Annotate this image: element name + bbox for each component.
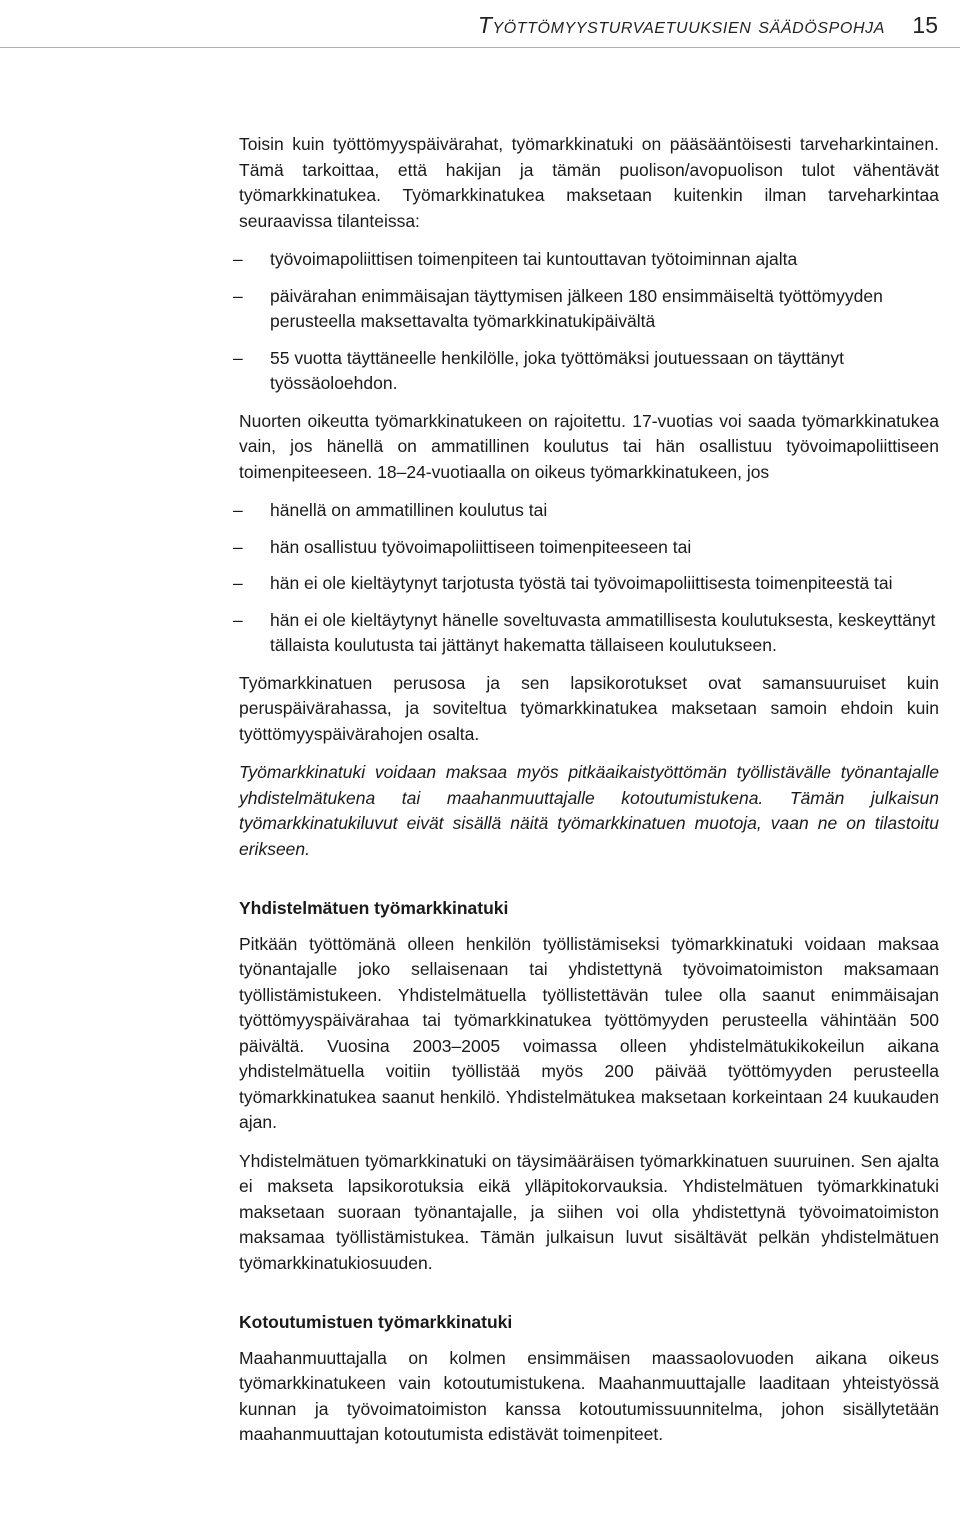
list-item: – 55 vuotta täyttäneelle henkilölle, joka työttömäksi joutuessaan on täyttänyt työssäoloehdon. bbox=[239, 346, 939, 397]
page-number: 15 bbox=[912, 12, 938, 38]
paragraph-note: Työmarkkinatuki voidaan maksaa myös pitkäaikaistyöttömän työllistävälle työnantajalle yhdistelmätukena tai maahanmuuttajalle kotoutumistukena. Tämän julkaisun työmarkkinatukiluvut eivät sisällä näitä työmarkkinatuen muotoja, vaan ne on tilastoitu erikseen. bbox=[239, 762, 939, 859]
running-title: Työttömyysturvaetuuksien säädöspohja bbox=[477, 12, 885, 38]
header-divider bbox=[0, 47, 960, 48]
list-item: – työvoimapoliittisen toimenpiteen tai kuntouttavan työtoiminnan ajalta bbox=[239, 247, 939, 273]
page-header bbox=[0, 0, 960, 50]
exception-list bbox=[239, 247, 939, 397]
section-heading-integration-support: Kotoutumistuen työmarkkinatuki bbox=[239, 1312, 513, 1332]
paragraph-intro: Toisin kuin työttömyyspäivärahat, työmarkkinatuki on pääsääntöisesti tarveharkintainen. Tämä tarkoittaa, että hakijan ja tämän puolison/avopuolison tulot vähentävät työmarkkinatukea. Työmarkkinatukea maksetaan kuitenkin ilman tarveharkintaa seuraavissa tilanteissa: bbox=[239, 134, 939, 231]
list-item: – hän osallistuu työvoimapoliittiseen toimenpiteeseen tai bbox=[239, 535, 939, 561]
section-heading-combined-support: Yhdistelmätuen työmarkkinatuki bbox=[239, 898, 509, 918]
youth-conditions-list bbox=[239, 498, 939, 659]
paragraph-basic-amount: Työmarkkinatuen perusosa ja sen lapsikorotukset ovat samansuuruiset kuin peruspäivärahassa, ja soviteltua työmarkkinatukea maksetaan samoin ehdoin kuin työttömyyspäivärahojen osalta. bbox=[239, 672, 939, 744]
main-content bbox=[239, 132, 939, 1461]
paragraph-youth: Nuorten oikeutta työmarkkinatukeen on rajoitettu. 17-vuotias voi saada työmarkkinatukea vain, jos hänellä on ammatillinen koulutus tai hän osallistuu työvoimapoliittiseen toimenpiteeseen. 18–24-vuotiaalla on oikeus työmarkkinatukeen, jos bbox=[239, 410, 939, 482]
list-item: – hän ei ole kieltäytynyt hänelle soveltuvasta ammatillisesta koulutuksesta, keskeyttänyt tällaista koulutusta tai jättänyt hakematta tällaiseen koulutukseen. bbox=[239, 608, 939, 659]
list-item: – päivärahan enimmäisajan täyttymisen jälkeen 180 ensimmäiseltä työttömyyden perusteella maksettavalta työmarkkinatukipäivältä bbox=[239, 284, 939, 335]
list-item: – hänellä on ammatillinen koulutus tai bbox=[239, 498, 939, 524]
paragraph-combined-support: Pitkään työttömänä olleen henkilön työllistämiseksi työmarkkinatuki voidaan maksaa työnantajalle joko sellaisenaan tai yhdistettynä työvoimatoimiston maksamaan työllistämistukeen. Yhdistelmätuella työllistettävän tulee olla saanut enimmäisajan työttömyyspäivärahaa tai työmarkkinatukea työttömyyden perusteella vähintään 500 päivältä. Vuosina 2003–2005 voimassa olleen yhdistelmätukikokeilun aikana yhdistelmätuella voitiin työllistää myös 200 päivää työttömyyden perusteella työmarkkinatukea saanut henkilö. Yhdistelmätukea maksetaan korkeintaan 24 kuukauden ajan. bbox=[239, 933, 939, 1132]
paragraph-integration-support: Maahanmuuttajalla on kolmen ensimmäisen maassaolovuoden aikana oikeus työmarkkinatukeen vain kotoutumistukena. Maahanmuuttajalle laaditaan yhteistyössä kunnan ja työvoimatoimiston kanssa kotoutumissuunnitelma, johon sisällytetään maahanmuuttajan kotoutumista edistävät toimenpiteet. bbox=[239, 1347, 939, 1444]
list-item: – hän ei ole kieltäytynyt tarjotusta työstä tai työvoimapoliittisesta toimenpiteestä tai bbox=[239, 571, 939, 597]
paragraph-combined-amount: Yhdistelmätuen työmarkkinatuki on täysimääräisen työmarkkinatuen suuruinen. Sen ajalta ei makseta lapsikorotuksia eikä ylläpitokorvauksia. Yhdistelmätuen työmarkkinatuki maksetaan suoraan työnantajalle, ja siihen voi olla yhdistettynä työvoimatoimiston maksamaa työllistämistukea. Tämän julkaisun luvut sisältävät pelkän yhdistelmätuen työmarkkinatukiosuuden. bbox=[239, 1150, 939, 1273]
